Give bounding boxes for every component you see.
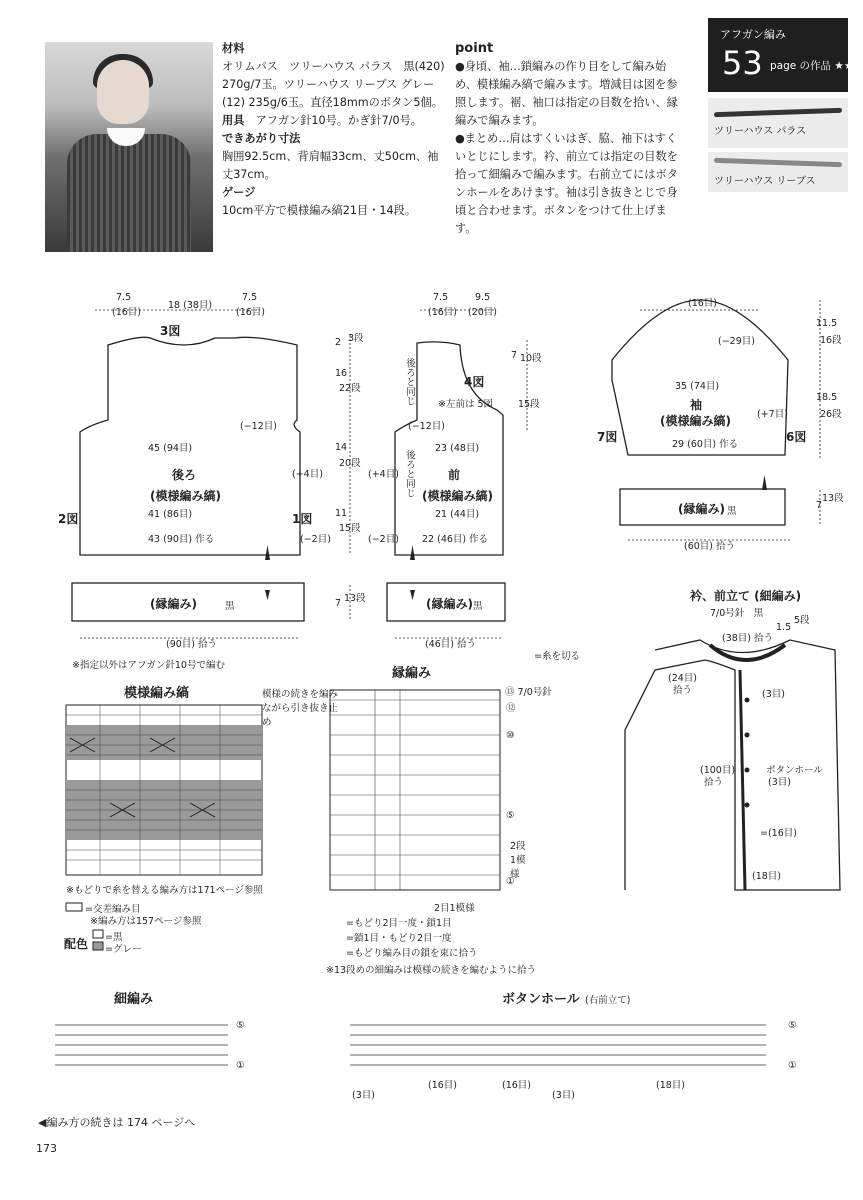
front-same-1: 後ろと同じ	[404, 358, 415, 406]
back-inc: (+4目)	[292, 469, 323, 480]
back-r2: 2	[335, 337, 342, 348]
back-width-45: 45 (94目)	[148, 443, 193, 454]
buttonhole-s3a: (3目)	[352, 1090, 375, 1101]
front-top-left-cm: 7.5	[433, 292, 449, 303]
front-pattern: (模様編み縞)	[422, 489, 493, 503]
edging-title: 縁編み	[392, 666, 432, 681]
needle-note: ※指定以外はアフガン針10号で編む	[72, 660, 225, 671]
collar-pick100: (100目)	[700, 765, 736, 776]
collar-bh3: (3目)	[768, 777, 791, 788]
back-width-43: 43 (90目) 作る	[148, 534, 215, 545]
tag-page: page の作品 ★★★	[770, 60, 863, 72]
back-r11s: 15段	[339, 523, 361, 534]
sc-title: 細編み	[114, 992, 154, 1007]
material-text: オリムパス ツリーハウス パラス 黒(420) 270g/7玉。ツリーハウス リーブス グレー(12) 235g/6玉。直径18mmのボタン5個。	[222, 60, 445, 109]
back-title: 後ろ	[172, 468, 197, 482]
back-r7: 7	[335, 598, 342, 609]
front-width-23: 23 (48目)	[435, 443, 480, 454]
edging-row10: ⑩	[506, 730, 515, 741]
pattern-stripe-cont: 模様の続きを編みながら引き抜き止め	[262, 689, 339, 728]
back-r14s: 20段	[339, 458, 361, 469]
buttonhole-sub: (右前立て)	[585, 995, 631, 1006]
sleeve-border-color: 黒	[727, 506, 737, 517]
buttonhole-title: ボタンホール	[502, 992, 580, 1007]
yarn-label-1: ツリーハウス パラス	[714, 126, 807, 137]
edging-row1: ①	[506, 876, 515, 887]
sleeve-r115s: 16段	[820, 335, 842, 346]
material-heading: 材料	[222, 42, 245, 55]
back-top-left-cm: 7.5	[116, 292, 132, 303]
edging-row12: ⑫	[506, 703, 516, 714]
edging-chart	[330, 690, 500, 890]
front-r7: 7	[511, 350, 518, 361]
tag-category: アフガン編み	[720, 28, 786, 41]
buttonhole-s16a: (16目)	[428, 1080, 458, 1091]
front-dec12: (−12目)	[408, 421, 445, 432]
size-heading: できあがり寸法	[222, 132, 301, 145]
sleeve-width-35: 35 (74目)	[675, 381, 720, 392]
collar-needle: 7/0号針 黒	[710, 608, 764, 619]
back-r16s: 22段	[339, 383, 361, 394]
edging-legend3: =もどり編み目の鎖を束に拾う	[346, 948, 478, 959]
pattern-stripe-mod: ※もどりで糸を替える編み方は171ページ参照	[66, 885, 263, 896]
front-top-right-st: (20目)	[468, 307, 498, 318]
color-black: =黒	[105, 932, 123, 943]
back-top-center: 18 (38目)	[168, 300, 213, 311]
tools-text: アフガン針10号。かぎ針7/0号。	[255, 114, 422, 127]
buttonhole-s16b: (16目)	[502, 1080, 532, 1091]
back-dec2: (−2目)	[300, 534, 331, 545]
collar-title: 衿、前立て (細編み)	[690, 589, 802, 603]
edging-note13: ※13段めの細編みは模様の続きを編むように拾う	[326, 965, 537, 976]
sleeve-inc7: (+7目)	[757, 409, 788, 420]
sleeve-r185: 18.5	[816, 392, 838, 403]
legend-cross: =交差編み目	[85, 904, 141, 915]
buttonhole-s3b: (3目)	[552, 1090, 575, 1101]
fig2-label: 2図	[58, 512, 79, 526]
sleeve-pick: (60目) 拾う	[684, 541, 736, 552]
collar-r18: (18目)	[752, 871, 782, 882]
front-border-color: 黒	[473, 601, 483, 612]
back-pick: (90目) 拾う	[166, 639, 218, 650]
tools-heading: 用具	[222, 114, 245, 127]
pattern-stripe-title: 模様編み縞	[124, 686, 190, 701]
color-gray: =グレー	[105, 944, 142, 955]
front-r15: 15段	[518, 399, 540, 410]
back-border-color: 黒	[225, 601, 235, 612]
sleeve-r185s: 26段	[820, 409, 842, 420]
back-top-left-st: (16目)	[112, 307, 142, 318]
gauge-heading: ゲージ	[222, 186, 256, 199]
back-r14: 14	[335, 442, 348, 453]
page-number: 173	[36, 1142, 57, 1155]
sleeve-r115: 11.5	[816, 318, 838, 329]
sleeve-r7: 7	[816, 500, 823, 511]
back-r7s: 13段	[344, 593, 366, 604]
front-pick: (46目) 拾う	[425, 639, 477, 650]
buttonhole-s18: (18目)	[656, 1080, 686, 1091]
edging-cut: =糸を切る	[534, 651, 580, 662]
sleeve-top: (16目)	[688, 298, 718, 309]
collar-pick24b: 拾う	[673, 685, 693, 696]
back-border-label: (縁編み)	[150, 597, 197, 611]
fig1-label: 1図	[292, 512, 313, 526]
point-assembly: ●まとめ…肩はすくいはぎ、脇、袖下はすくいとじにします。衿、前立ては指定の目数を拾って細編みで編みます。右前立てにはボタンホールをあけます。袖は引き抜きとじで身頃と合わせます。ボタンをつけて仕上げます。	[455, 132, 678, 235]
collar-three: (3目)	[762, 689, 785, 700]
edging-legend1: =もどり2目一度・鎖1目	[346, 918, 452, 929]
legend-cross-ref: ※編み方は157ページ参照	[90, 916, 202, 927]
collar-rows15: 1.5	[776, 622, 792, 633]
edging-legend2: =鎖1目・もどり2目一度	[346, 933, 452, 944]
edging-repeat2: 2目1模様	[434, 903, 475, 914]
size-text: 胸囲92.5cm、背肩幅33cm、丈50cm、袖丈37cm。	[222, 150, 439, 181]
sleeve-width-29: 29 (60目) 作る	[672, 439, 739, 450]
collar-eq16: =(16目)	[760, 828, 797, 839]
gauge-text: 10cm平方で模様編み縞21目・14段。	[222, 204, 417, 217]
color-label: 配色	[64, 937, 89, 951]
buttonhole-row5: ⑤	[788, 1020, 797, 1031]
edging-needle: ⑬ 7/0号針	[505, 687, 552, 698]
collar-bh: ボタンホール	[766, 765, 823, 776]
point-body: ●身頃、袖…鎖編みの作り目をして編み始め、模様編み縞で編みます。増減目は図を参照します。裾、袖口は指定の目数を拾い、縁編みで編みます。	[455, 60, 678, 127]
front-title: 前	[448, 468, 461, 482]
front-width-21: 21 (44目)	[435, 509, 480, 520]
back-r11: 11	[335, 508, 348, 519]
sleeve-border-label: (縁編み)	[678, 502, 725, 516]
collar-pick100b: 拾う	[704, 777, 724, 788]
front-r7s: 10段	[520, 353, 542, 364]
back-r2s: 3段	[348, 333, 364, 344]
back-dec12: (−12目)	[240, 421, 277, 432]
edging-row5: ⑤	[506, 810, 515, 821]
fig5-label: ※左前は 5図	[438, 399, 494, 410]
sc-row5: ⑤	[236, 1020, 245, 1031]
yarn-label-2: ツリーハウス リーブス	[714, 176, 816, 187]
back-pattern: (模様編み縞)	[150, 489, 221, 503]
front-inc: (+4目)	[368, 469, 399, 480]
front-same-2: 後ろと同じ	[404, 450, 415, 498]
sleeve-pattern: (模様編み縞)	[660, 414, 731, 428]
front-top-right-cm: 9.5	[475, 292, 491, 303]
front-top-left-st: (16目)	[428, 307, 458, 318]
collar-pick24: (24目)	[668, 673, 698, 684]
sleeve-r7s: 13段	[822, 493, 844, 504]
collar-pick38: (38目) 拾う	[722, 633, 774, 644]
front-border-label: (縁編み)	[426, 597, 473, 611]
buttonhole-row1: ①	[788, 1060, 797, 1071]
sleeve-title: 袖	[690, 398, 703, 412]
buttonhole-chart	[350, 1025, 766, 1065]
back-top-right-cm: 7.5	[242, 292, 258, 303]
fig3-label: 3図	[160, 324, 181, 338]
back-width-41: 41 (86目)	[148, 509, 193, 520]
front-width-22: 22 (46目) 作る	[422, 534, 489, 545]
fig4-label: 4図	[464, 375, 485, 389]
collar-rows5: 5段	[794, 615, 810, 626]
fig7-label: 7図	[597, 430, 618, 444]
footer-continue: ◀編み方の続きは 174 ページへ	[38, 1116, 196, 1129]
sc-row1: ①	[236, 1060, 245, 1071]
point-title: point	[455, 41, 494, 56]
front-dec2: (−2目)	[368, 534, 399, 545]
sleeve-dec29: (−29目)	[718, 336, 755, 347]
edging-repeat: 2段1模様	[510, 841, 526, 880]
tag-number: 53	[722, 44, 763, 82]
fig6-label: 6図	[786, 430, 807, 444]
sc-chart	[55, 1025, 228, 1065]
back-r16: 16	[335, 368, 348, 379]
back-top-right-st: (16目)	[236, 307, 266, 318]
